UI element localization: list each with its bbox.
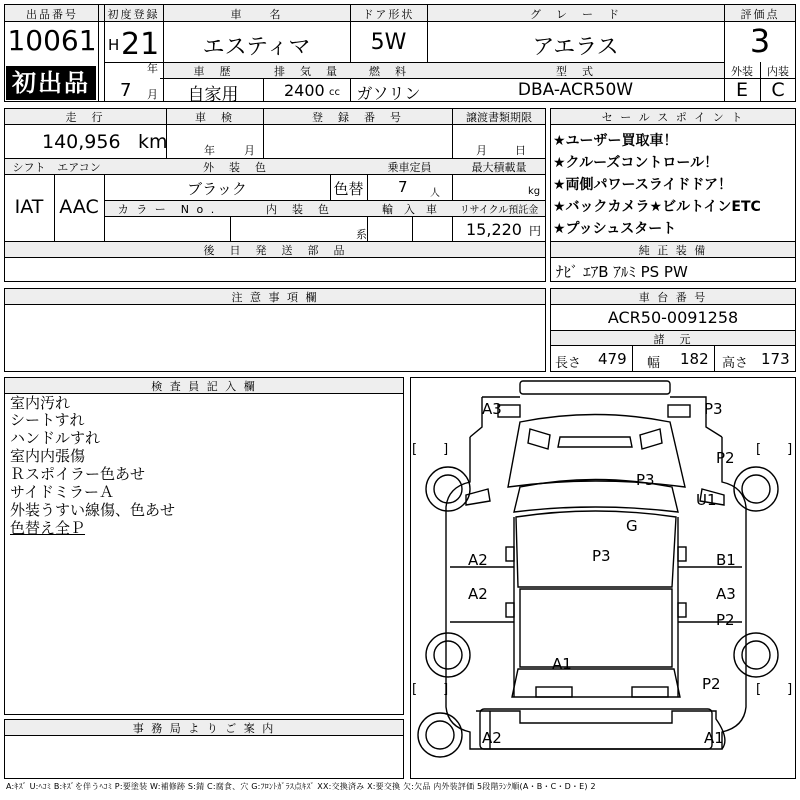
inspector-note: 室内汚れ (10, 394, 71, 412)
recycle-fee-unit: 円 (529, 224, 542, 238)
aircon-label: エアコン (57, 161, 101, 174)
registration-month: 7 (120, 80, 132, 101)
month-unit: 月 (147, 88, 158, 101)
damage-mark: P3 (636, 471, 655, 489)
inspector-note: サイドミラーＡ (10, 483, 114, 501)
damage-mark: B1 (716, 551, 736, 569)
door-handle (506, 547, 514, 561)
damage-mark: A2 (468, 585, 488, 603)
inspector-note: ハンドルすれ (10, 429, 101, 447)
model-code: DBA-ACR50W (517, 80, 634, 100)
car-damage-diagram (410, 377, 796, 779)
genuine-equipment-label: 純 正 装 備 (638, 244, 708, 257)
chassis-number-label: 車 台 番 号 (638, 291, 708, 304)
recycle-fee: 15,220 (466, 220, 522, 239)
bracket-right-top: [ ] (756, 442, 793, 457)
sales-point: ★両側パワースライドドア！ (553, 177, 733, 193)
bracket-left-top: [ ] (412, 442, 449, 457)
transfer-month-unit: 月 (476, 144, 487, 157)
car-name: エスティマ (202, 35, 311, 60)
later-shipped-parts-label: 後 日 発 送 部 品 (203, 244, 347, 257)
aircon: AAC (59, 196, 99, 218)
damage-mark: A1 (704, 729, 724, 747)
sales-point: ★バックカメラ★ビルトインETC (553, 199, 761, 215)
hood (508, 415, 685, 488)
era: H (108, 36, 120, 54)
bracket-left-bottom: [ ] (412, 682, 449, 697)
damage-mark: A1 (552, 655, 572, 673)
damage-mark: A3 (716, 585, 736, 603)
transfer-day-unit: 日 (515, 144, 526, 157)
grade: アエラス (532, 35, 619, 60)
inspection-label: 車 検 (195, 111, 234, 124)
sales-point: ★ユーザー買取車！ (553, 133, 678, 149)
door-handle (506, 603, 514, 617)
inspector-notes-label: 検 査 員 記 入 欄 (151, 380, 257, 393)
wheel-rear-left-hub (434, 641, 462, 669)
interior-grade: C (771, 79, 785, 101)
damage-mark: G (626, 517, 638, 535)
year-unit: 年 (147, 62, 158, 75)
length-label: 長さ (555, 356, 582, 371)
model-code-label: 型 式 (556, 65, 595, 78)
chassis-number: ACR50-0091258 (607, 308, 739, 327)
width: 182 (680, 350, 709, 368)
sales-point: ★クルーズコントロール！ (553, 155, 719, 171)
inspector-note: シートすれ (10, 411, 85, 429)
capacity: 7 (398, 178, 408, 196)
height: 173 (761, 350, 790, 368)
length: 479 (598, 350, 627, 368)
interior-grade-label: 内装 (767, 65, 789, 78)
width-label: 幅 (647, 356, 661, 371)
wheel-front-left (426, 467, 470, 511)
front-grille-left (528, 429, 550, 449)
fuel: ガソリン (356, 84, 421, 103)
spare-wheel (418, 713, 462, 757)
mileage-unit: km (138, 131, 168, 153)
height-label: 高さ (722, 356, 749, 371)
office-notice-label: 事 務 局 よ り ご 案 内 (132, 722, 276, 735)
door-type: 5W (370, 30, 407, 55)
rear-lamp-right (632, 687, 668, 697)
mileage-label: 走 行 (65, 111, 105, 124)
front-lamp-right (668, 405, 690, 417)
score: 3 (749, 22, 771, 60)
exterior-color: ブラック (187, 180, 247, 198)
score-label: 評価点 (740, 8, 780, 21)
damage-mark: P2 (716, 611, 735, 629)
specs-label: 諸 元 (653, 333, 693, 346)
recycle-fee-label: リサイクル預託金 (459, 205, 539, 216)
rear-bumper-shape (476, 711, 725, 749)
door-handle (678, 603, 686, 617)
caution-label: 注 意 事 項 欄 (231, 291, 319, 304)
legend: A:ｷｽﾞ U:ﾍｺﾐ B:ｷｽﾞを伴うﾍｺﾐ P:要塗装 W:補修跡 S:錆 C:腐食、穴 G:ﾌﾛﾝﾄｶﾞﾗｽ点ｷｽﾞ XX:交換済み X:要交換 欠:欠品 内外装評価 5段階ﾗﾝｸ順(A・B・C・D・E) 2 (6, 782, 596, 791)
interior-color-unit: 系 (356, 228, 367, 241)
wheel-front-right (734, 467, 778, 511)
rear-lamp-left (536, 687, 572, 697)
mileage: 140,956 (42, 131, 121, 153)
exterior-color-label: 外 装 色 (203, 161, 268, 174)
damage-mark: P3 (704, 400, 723, 418)
damage-mark: P2 (702, 675, 721, 693)
fuel-label: 燃 料 (369, 65, 408, 78)
spare-wheel-hub (426, 721, 454, 749)
displacement-unit: cc (329, 87, 340, 98)
damage-mark: A2 (482, 729, 502, 747)
lot-number-label: 出品番号 (26, 8, 78, 21)
front-grille-right (640, 429, 662, 449)
grade-label: グ レ ー ド (530, 8, 621, 21)
exterior-grade-label: 外装 (731, 65, 753, 78)
lot-number: 10061 (7, 24, 97, 57)
first-listing-badge: 初出品 (6, 66, 96, 100)
shift: IAT (14, 196, 44, 218)
capacity-unit: 人 (430, 188, 440, 199)
first-registration-label: 初度登録 (107, 8, 160, 21)
transfer-deadline-label: 譲渡書類期限 (466, 111, 532, 124)
wheel-rear-left (426, 633, 470, 677)
damage-mark: P2 (716, 449, 735, 467)
front-grille-center (558, 437, 632, 447)
color-number-label: カ ラ ー N o . (117, 203, 217, 216)
capacity-label: 乗車定員 (387, 161, 432, 174)
body-outline (446, 437, 746, 749)
vehicle-history: 自家用 (187, 85, 239, 105)
repaint-mark: 色替 (333, 180, 364, 198)
interior-color-label: 内 装 色 (266, 203, 331, 216)
inspector-note: 色替え全Ｐ (10, 519, 86, 537)
damage-mark: P3 (592, 547, 611, 565)
damage-mark: U1 (696, 491, 717, 509)
max-load-label: 最大積載量 (471, 161, 527, 174)
rear-window (512, 669, 680, 697)
damage-mark: A3 (482, 400, 502, 418)
import-label: 輸 入 車 (382, 203, 437, 216)
damage-mark: A2 (468, 551, 488, 569)
front-bumper-top (520, 381, 670, 394)
car-name-label: 車 名 (230, 8, 283, 21)
sales-point: ★プッシュスタート (553, 221, 677, 237)
sales-points-label: セ ー ル ス ポ イ ン ト (601, 111, 745, 124)
rear-bumper (480, 709, 712, 749)
history-label: 車 歴 (193, 65, 233, 78)
inspection-month-unit: 月 (244, 144, 255, 157)
inspector-note: Ｒスポイラー色あせ (10, 465, 146, 483)
bracket-right-bottom: [ ] (756, 682, 793, 697)
displacement-label: 排 気 量 (274, 65, 339, 78)
genuine-equipment: ﾅﾋﾞ ｴｱB ｱﾙﾐ PS PW (556, 263, 688, 281)
registration-number-label: 登 録 番 号 (312, 111, 403, 124)
roof-rear (520, 589, 672, 667)
wheel-front-right-hub (742, 475, 770, 503)
displacement: 2400 (284, 81, 325, 100)
door-handle (678, 547, 686, 561)
inspector-note: 外装うすい線傷、色あせ (10, 501, 176, 519)
inspection-year-unit: 年 (204, 144, 215, 157)
door-type-label: ドア形状 (362, 8, 415, 21)
wheel-rear-right (734, 633, 778, 677)
max-load-unit: kg (528, 186, 541, 197)
registration-year: 21 (121, 27, 160, 62)
inspector-note: 室内内張傷 (10, 447, 86, 465)
exterior-grade: E (735, 79, 748, 101)
shift-label: シフト (12, 161, 46, 174)
